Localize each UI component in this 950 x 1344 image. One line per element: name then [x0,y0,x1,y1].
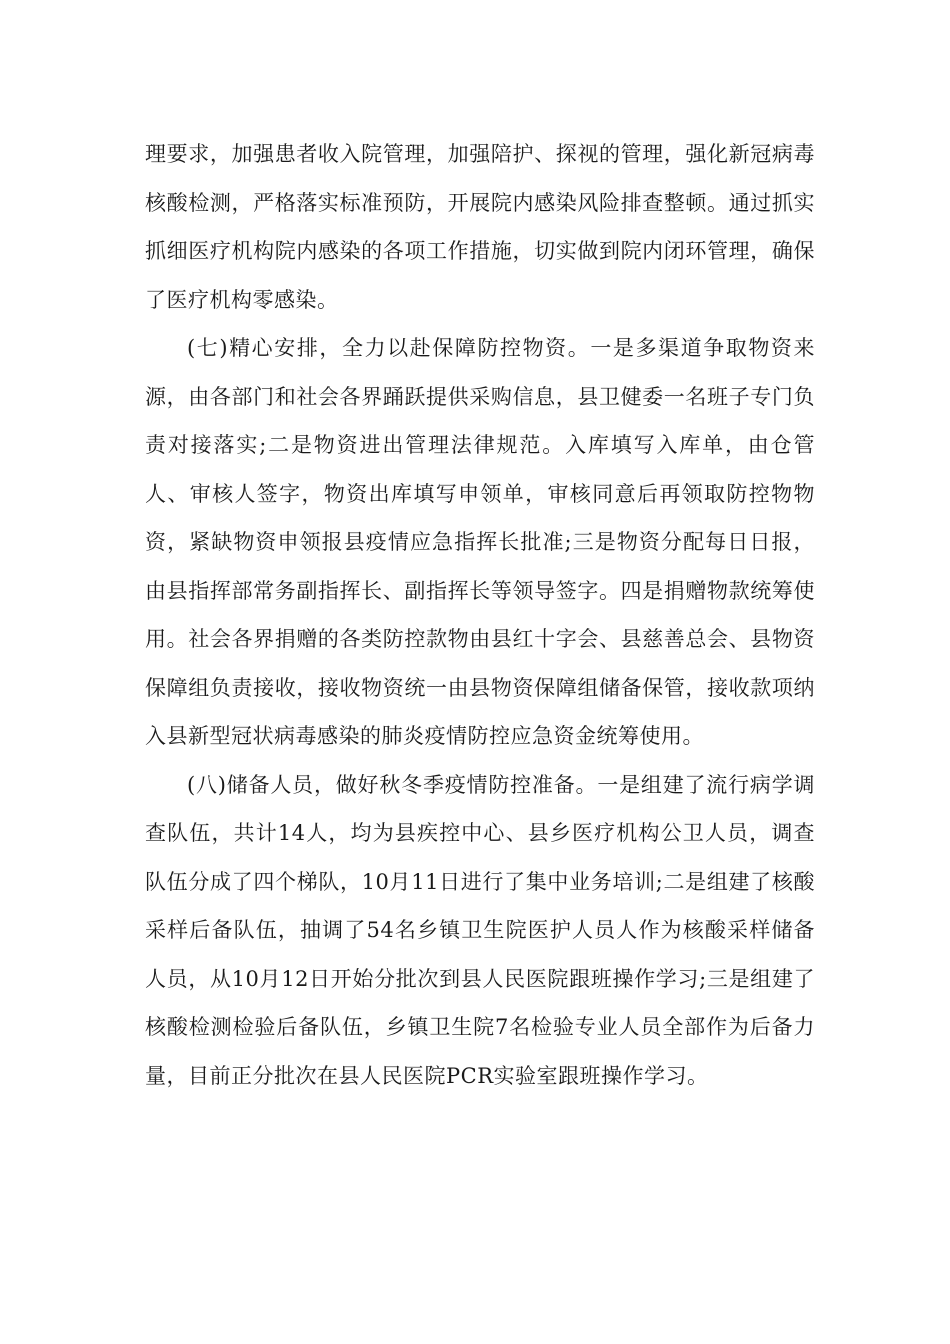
paragraph-1: 理要求，加强患者收入院管理，加强陪护、探视的管理，强化新冠病毒核酸检测，严格落实标准预防，开展院内感染风险排查整顿。通过抓实抓细医疗机构院内感染的各项工作措施，切实做到院内闭环管理，确保了医疗机构零感染。 [145,142,815,312]
paragraph-2: (七)精心安排，全力以赴保障防控物资。一是多渠道争取物资来源，由各部门和社会各界踊跃提供采购信息，县卫健委一名班子专门负责对接落实;二是物资进出管理法律规范。入库填写入库单，由仓管人、审核人签字，物资出库填写申领单，审核同意后再领取防控物物资，紧缺物资申领报县疫情应急指挥长批准;三是物资分配每日日报，由县指挥部常务副指挥长、副指挥长等领导签字。四是捐赠物款统筹使用。社会各界捐赠的各类防控款物由县红十字会、县慈善总会、县物资保障组负责接收，接收物资统一由县物资保障组储备保管，接收款项纳入县新型冠状病毒感染的肺炎疫情防控应急资金统筹使用。 [145,336,815,748]
document-body [145,130,815,1100]
paragraph-3: (八)储备人员，做好秋冬季疫情防控准备。一是组建了流行病学调查队伍，共计14人，均为县疾控中心、县乡医疗机构公卫人员，调查队伍分成了四个梯队，10月11日进行了集中业务培训;二是组建了核酸采样后备队伍，抽调了54名乡镇卫生院医护人员人作为核酸采样储备人员，从10月12日开始分批次到县人民医院跟班操作学习;三是组建了核酸检测检验后备队伍，乡镇卫生院7名检验专业人员全部作为后备力量，目前正分批次在县人民医院PCR实验室跟班操作学习。 [145,772,815,1088]
